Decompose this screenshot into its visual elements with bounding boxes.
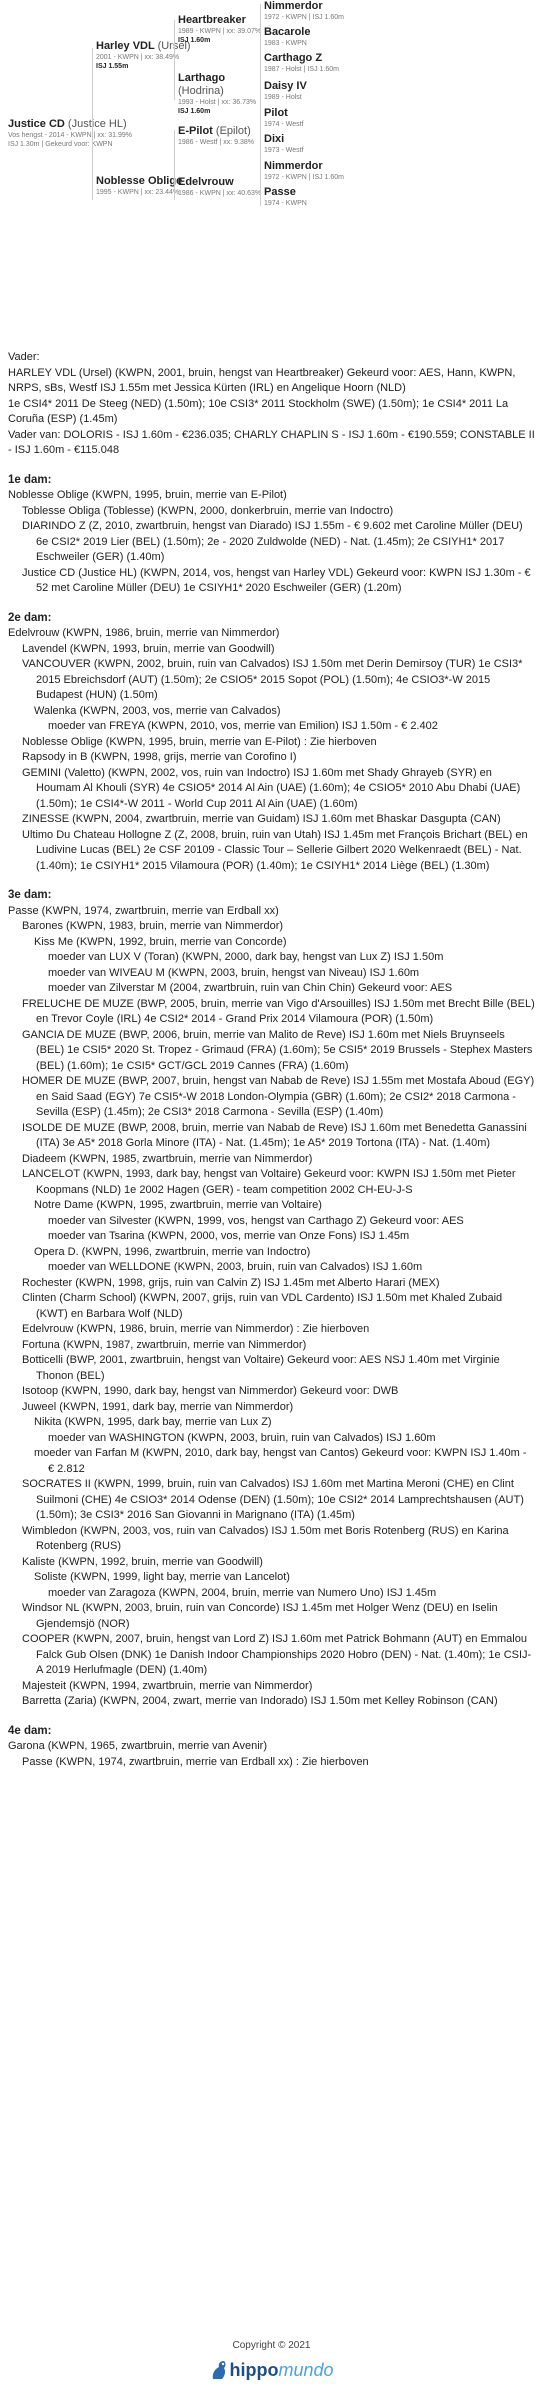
horse-logo-icon: [209, 2359, 229, 2381]
descendant-line[interactable]: ZINESSE (KWPN, 2004, zwartbruin, merrie van Guidam) ISJ 1.60m met Bhaskar Dasgupta (CAN): [22, 813, 501, 825]
descendant-line[interactable]: Garona (KWPN, 1965, zwartbruin, merrie van Avenir): [8, 1740, 268, 1752]
vader-line: HARLEY VDL (Ursel) (KWPN, 2001, bruin, hengst van Heartbreaker) Gekeurd voor: AES, Hann, KWPN, NRPS, sBs, Westf ISJ 1.55m met Jessica Kürten (IRL) en Angelique Hoorn (NLD): [8, 366, 516, 394]
pedigree-dam-sire[interactable]: E-Pilot (Epilot) 1986 - Westf | xx: 9.38%: [178, 125, 255, 146]
descendant-line[interactable]: Justice CD (Justice HL) (KWPN, 2014, vos, hengst van Harley VDL) Gekeurd voor: KWPN ISJ 1.30m - € 52 met Caroline Müller (DEU) 1e CSIYH1* 2020 Eschweiler (GER) (1.20m): [22, 566, 531, 594]
descendant-line[interactable]: moeder van FREYA (KWPN, 2010, vos, merrie van Emilion) ISJ 1.50m - € 2.402: [48, 720, 438, 732]
pedigree-sire-dam[interactable]: Larthago (Hodrina) 1993 - Holst | xx: 36.73% ISJ 1.60m: [178, 72, 257, 115]
descendant-line[interactable]: GEMINI (Valetto) (KWPN, 2002, vos, ruin van Indoctro) ISJ 1.60m met Shady Ghrayeb (SYR) en Houmam Al Khouli (SYR) 4e CSIO5* 2014 Al Ain (UAE) (1.60m); 4e CSIO5* 2010 Abu Dhabi (UAE) (1.50m); 1e CSI4*-W 2011 - World Cup 2011 Al Ain (UAE) (1.60m): [22, 766, 521, 810]
descendant-line[interactable]: moeder van Tsarina (KWPN, 2000, vos, merrie van Onze Fons) ISJ 1.45m: [48, 1230, 410, 1242]
pedigree-sire-sire[interactable]: Heartbreaker 1989 - KWPN | xx: 39.07% ISJ 1.60m: [178, 14, 262, 44]
descendant-line[interactable]: Passe (KWPN, 1974, zwartbruin, merrie van Erdball xx) : Zie hierboven: [22, 1755, 369, 1768]
pedigree-gg-8[interactable]: Passe 1974 - KWPN: [264, 186, 307, 207]
descendant-line[interactable]: HOMER DE MUZE (BWP, 2007, bruin, hengst van Nabab de Reve) ISJ 1.55m met Mostafa Aboud (EGY) en Said Saad (EGY) 7e CSI5*-W 2018 London-Olympia (GBR) (1.60m); 2e CSI2* 2018 Carmona - Sevilla (ESP) (1.45m); 2e CSI3* 2018 Carmona - Sevilla (ESP) (1.40m): [22, 1075, 535, 1118]
descendant-line[interactable]: DIARINDO Z (Z, 2010, zwartbruin, hengst van Diarado) ISJ 1.55m - € 9.602 met Caroline Müller (DEU) 6e CSI2* 2019 Lier (BEL) (1.50m); 2e - 2020 Zuldwolde (NED) - Nat. (1.45m); 2e CSIYH1* 2017 Eschweiler (GER) (1.40m): [22, 520, 523, 563]
descendant-line[interactable]: moeder van Zaragoza (KWPN, 2004, bruin, merrie van Numero Uno) ISJ 1.45m: [48, 1586, 437, 1599]
pedigree-chart: [8, 0, 535, 345]
descendant-line[interactable]: moeder van Zilverstar M (2004, zwartbruin, ruin van Chin Chin) Gekeurd voor: AES: [48, 982, 453, 994]
descendant-line[interactable]: Opera D. (KWPN, 1996, zwartbruin, merrie van Indoctro): [34, 1245, 311, 1258]
pedigree-text: [8, 350, 535, 1770]
descendant-line[interactable]: GANCIA DE MUZE (BWP, 2006, bruin, merrie van Malito de Reve) ISJ 1.60m met Niels Bruynseels (BEL) 1e CSI5* 2020 St. Tropez - Grimaud (FRA) (1.60m); 5e CSI5* 2019 Brussels - Stephex Masters (BEL) (1.60m); 1e CSI5* GCT/GCL 2019 Cannes (FRA) (1.60m): [22, 1028, 533, 1072]
pedigree-dam-dam[interactable]: Edelvrouw 1986 - KWPN | xx: 40.63%: [178, 176, 262, 197]
descendant-line[interactable]: moeder van Farfan M (KWPN, 2010, dark bay, hengst van Cantos) Gekeurd voor: KWPN ISJ 1.40m - € 2.812: [34, 1447, 527, 1475]
descendant-line[interactable]: moeder van WIVEAU M (KWPN, 2003, bruin, hengst van Niveau) ISJ 1.60m: [48, 966, 420, 979]
descendant-line[interactable]: Soliste (KWPN, 1999, light bay, merrie van Lancelot): [34, 1571, 290, 1583]
descendant-line[interactable]: LANCELOT (KWPN, 1993, dark bay, hengst van Voltaire) Gekeurd voor: KWPN ISJ 1.50m met Pieter Koopmans (NLD) 1e 2002 Hagen (GER) - team competition 2002 CH-EU-J-S: [22, 1168, 516, 1196]
vader-results: 1e CSI4* 2011 De Steeg (NED) (1.50m); 10e CSI3* 2011 Stockholm (SWE) (1.50m); 1e CSI4* 2011 La Coruña (ESP) (1.45m): [8, 397, 509, 425]
descendant-line[interactable]: Edelvrouw (KWPN, 1986, bruin, merrie van Nimmerdor) : Zie hierboven: [22, 1323, 370, 1335]
pedigree-gg-5[interactable]: Pilot 1974 - Westf: [264, 107, 304, 128]
dam-section-heading: 2e dam:: [8, 611, 52, 624]
descendant-line[interactable]: Kaliste (KWPN, 1992, bruin, merrie van Goodwill): [22, 1555, 263, 1568]
pedigree-connector: [174, 20, 175, 100]
pedigree-connector: [260, 4, 261, 206]
descendant-line[interactable]: Windsor NL (KWPN, 2003, bruin, ruin van Concorde) ISJ 1.45m met Holger Wenz (DEU) en Iselin Gjendemsjö (NOR): [22, 1602, 498, 1630]
dam-section-heading: 1e dam:: [8, 473, 52, 486]
descendant-line[interactable]: Passe (KWPN, 1974, zwartbruin, merrie van Erdball xx): [8, 904, 279, 917]
descendant-line[interactable]: Juweel (KWPN, 1991, dark bay, merrie van Nimmerdor): [22, 1400, 294, 1413]
descendant-line[interactable]: Noblesse Oblige (KWPN, 1995, bruin, merrie van E-Pilot) : Zie hierboven: [22, 735, 377, 748]
descendant-line[interactable]: SOCRATES II (KWPN, 1999, bruin, ruin van Calvados) ISJ 1.60m met Martina Meroni (CHE) en Clint Suilmoni (CHE) 4e CSIO3* 2014 Odense (DEN) (1.50m); 10e CSI2* 2014 Lamprechtshausen (AUT) (1.50m); 3e CSI3* 2016 San Giovanni in Marignano (ITA) (1.45m): [22, 1478, 524, 1521]
pedigree-connector: [92, 48, 93, 200]
descendant-line[interactable]: Majesteit (KWPN, 1994, zwartbruin, merrie van Nimmerdor): [22, 1679, 313, 1692]
descendant-line[interactable]: moeder van Silvester (KWPN, 1999, vos, hengst van Carthago Z) Gekeurd voor: AES: [48, 1214, 464, 1227]
descendant-line[interactable]: Noblesse Oblige (KWPN, 1995, bruin, merrie van E-Pilot): [8, 489, 287, 501]
descendant-line[interactable]: Diadeem (KWPN, 1985, zwartbruin, merrie van Nimmerdor): [22, 1152, 313, 1165]
pedigree-connector: [174, 130, 175, 200]
hippomundo-logo[interactable]: hippo mundo: [209, 2359, 333, 2381]
descendant-line[interactable]: moeder van LUX V (Toran) (KWPN, 2000, dark bay, hengst van Lux Z) ISJ 1.50m: [48, 951, 444, 963]
dam-section-heading: 4e dam:: [8, 1724, 52, 1737]
pedigree-root[interactable]: Justice CD (Justice HL) Vos hengst - 2014 - KWPN | xx: 31.99% ISJ 1.30m | Gekeurd voor: KWPN: [8, 118, 132, 148]
descendant-line[interactable]: COOPER (KWPN, 2007, bruin, hengst van Lord Z) ISJ 1.60m met Patrick Bohmann (AUT) en Emmalou Falck Gub Olsen (DNK) 1e Danish Indoor Championships 2020 Hobro (DEN) - Nat. (1.40m); 1e CSIJ-A 2019 Herlufmagle (DEN) (1.40m): [22, 1633, 532, 1676]
vader-heading: Vader:: [8, 351, 40, 363]
descendant-line[interactable]: Toblesse Obliga (Toblesse) (KWPN, 2000, donkerbruin, merrie van Indoctro): [22, 504, 394, 517]
descendant-line[interactable]: Clinten (Charm School) (KWPN, 2007, grijs, ruin van VDL Cardento) ISJ 1.50m met Khaled Zubaid (KWT) en Barbara Wolf (NLD): [22, 1292, 503, 1320]
descendant-line[interactable]: Fortuna (KWPN, 1987, zwartbruin, merrie van Nimmerdor): [22, 1338, 307, 1351]
descendant-line[interactable]: Walenka (KWPN, 2003, vos, merrie van Calvados): [34, 704, 281, 717]
descendant-line[interactable]: VANCOUVER (KWPN, 2002, bruin, ruin van Calvados) ISJ 1.50m met Derin Demirsoy (TUR) 1e CSI3* 2015 Ebreichsdorf (AUT) (1.50m); 2e CSIO5* 2015 Sopot (POL) (1.50m); 4e CSIO3*-W 2015 Budapest (HUN) (1.50m): [22, 658, 523, 701]
vader-offspring: Vader van: DOLORIS - ISJ 1.60m - €236.035; CHARLY CHAPLIN S - ISJ 1.60m - €190.559; CONSTABLE II - ISJ 1.60m - €115.048: [8, 428, 535, 456]
pedigree-gg-2[interactable]: Bacarole 1983 - KWPN: [264, 26, 311, 47]
pedigree-gg-3[interactable]: Carthago Z 1987 - Holst | ISJ 1.60m: [264, 52, 339, 73]
descendant-line[interactable]: Wimbledon (KWPN, 2003, vos, ruin van Calvados) ISJ 1.50m met Boris Rotenberg (RUS) en Karina Rotenberg (RUS): [22, 1524, 509, 1552]
descendant-line[interactable]: Edelvrouw (KWPN, 1986, bruin, merrie van Nimmerdor): [8, 627, 280, 639]
descendant-line[interactable]: Isotoop (KWPN, 1990, dark bay, hengst van Nimmerdor) Gekeurd voor: DWB: [22, 1385, 399, 1397]
descendant-line[interactable]: Kiss Me (KWPN, 1992, bruin, merrie van Concorde): [34, 935, 287, 948]
descendant-line[interactable]: Lavendel (KWPN, 1993, bruin, merrie van Goodwill): [22, 642, 275, 655]
descendant-line[interactable]: Ultimo Du Chateau Hollogne Z (Z, 2008, bruin, ruin van Utah) ISJ 1.45m met François Brichart (BEL) en Ludivine Lucas (BEL) 2e CSF 20109 - Classic Tour – Sellerie Gilbert 2020 Welkenraedt (BEL) - Nat. (1.40m); 1e CSIYH1* 2015 Vilamoura (POR) (1.40m); 1e CSIYH1* 2014 Liège (BEL) (1.30m): [22, 828, 528, 872]
descendant-line[interactable]: Nikita (KWPN, 1995, dark bay, merrie van Lux Z): [34, 1416, 272, 1428]
descendant-line[interactable]: Notre Dame (KWPN, 1995, zwartbruin, merrie van Voltaire): [34, 1199, 322, 1211]
descendant-line[interactable]: moeder van WELLDONE (KWPN, 2003, bruin, ruin van Calvados) ISJ 1.60m: [48, 1261, 423, 1273]
footer: [0, 2340, 543, 2384]
pedigree-gg-6[interactable]: Dixi 1973 - Westf: [264, 133, 304, 154]
descendant-line[interactable]: Rapsody in B (KWPN, 1998, grijs, merrie van Corofino I): [22, 751, 297, 763]
pedigree-gg-1[interactable]: Nimmerdor 1972 - KWPN | ISJ 1.60m: [264, 0, 345, 21]
descendant-line[interactable]: ISOLDE DE MUZE (BWP, 2008, bruin, merrie van Nabab de Reve) ISJ 1.60m met Benedetta Ganassini (ITA) 3e A5* 2018 Gorla Minore (ITA) - Nat. (1.45m); 1e A5* 2019 Tortona (ITA) - Nat. (1.40m): [22, 1121, 527, 1149]
descendant-line[interactable]: Barones (KWPN, 1983, bruin, merrie van Nimmerdor): [22, 920, 284, 932]
pedigree-gg-4[interactable]: Daisy IV 1989 - Holst: [264, 80, 307, 101]
pedigree-dam[interactable]: Noblesse Oblige 1995 - KWPN | xx: 23.44%: [96, 175, 183, 196]
dam-section-heading: 3e dam:: [8, 889, 52, 901]
pedigree-gg-7[interactable]: Nimmerdor 1972 - KWPN | ISJ 1.60m: [264, 160, 345, 181]
copyright-text: Copyright © 2021: [232, 2340, 311, 2351]
descendant-line[interactable]: Barretta (Zaria) (KWPN, 2004, zwart, merrie van Indorado) ISJ 1.50m met Kelley Robinson (CAN): [22, 1695, 498, 1707]
descendant-line[interactable]: moeder van WASHINGTON (KWPN, 2003, bruin, ruin van Calvados) ISJ 1.60m: [48, 1431, 436, 1444]
descendant-line[interactable]: Botticelli (BWP, 2001, zwartbruin, hengst van Voltaire) Gekeurd voor: AES NSJ 1.40m met Virginie Thonon (BEL): [22, 1354, 500, 1382]
pedigree-sire[interactable]: Harley VDL (Ursel) 2001 - KWPN | xx: 38.49% ISJ 1.55m: [96, 40, 191, 70]
descendant-line[interactable]: FRELUCHE DE MUZE (BWP, 2005, bruin, merrie van Vigo d'Arsouilles) ISJ 1.50m met Brecht Bille (BEL) en Trevor Coyle (IRL) 4e CSI2* 2014 - Grand Prix 2014 Vilamoura (POR) (1.50m): [22, 997, 535, 1025]
descendant-line[interactable]: Rochester (KWPN, 1998, grijs, ruin van Calvin Z) ISJ 1.45m met Alberto Harari (MEX): [22, 1276, 440, 1289]
